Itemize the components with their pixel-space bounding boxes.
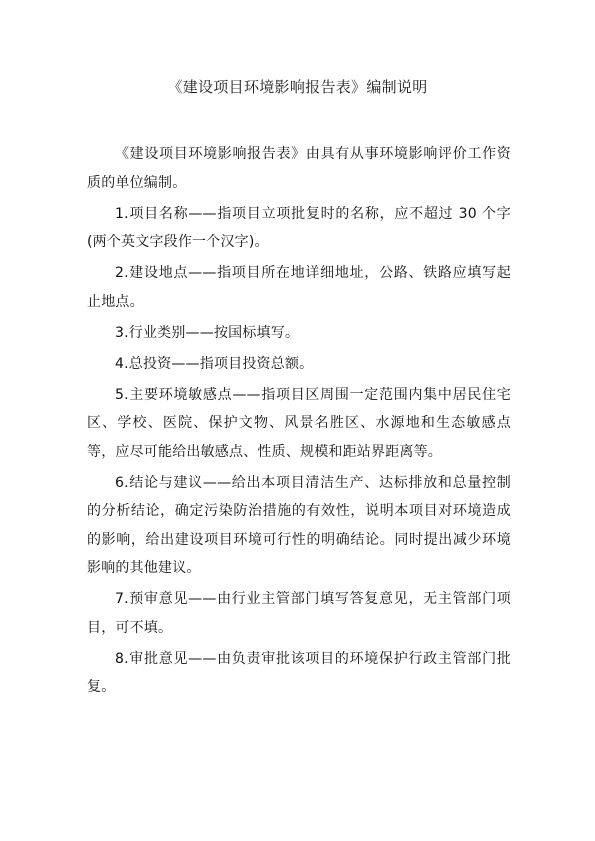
intro-paragraph: 《建设项目环境影响报告表》由具有从事环境影响评价工作资质的单位编制。 [87,146,511,191]
document-body [87,140,511,704]
item-approval-opinion: 8.审批意见——由负责审批该项目的环境保护行政主管部门批复。 [87,650,511,695]
item-total-investment: 4.总投资——指项目投资总额。 [115,355,314,372]
document-title: 《建设项目环境影响报告表》编制说明 [167,78,428,96]
item-construction-site: 2.建设地点——指项目所在地详细地址，公路、铁路应填写起止地点。 [87,265,511,310]
item-project-name: 1.项目名称——指项目立项批复时的名称，应不超过 30 个字(两个英文字段作一个汉字)。 [87,205,511,250]
item-sensitive-points: 5.主要环境敏感点——指项目区周围一定范围内集中居民住宅区、学校、医院、保护文物、风景名胜区、水源地和生态敏感点等，应尽可能给出敏感点、性质、规模和距站界距离等。 [87,386,511,460]
item-preliminary-review: 7.预审意见——由行业主管部门填写答复意见，无主管部门项目，可不填。 [87,591,511,636]
item-conclusions: 6.结论与建议——给出本项目清洁生产、达标排放和总量控制的分析结论，确定污染防治措施的有效性，说明本项目对环境造成的影响，给出建设项目环境可行性的明确结论。同时提出减少环境影响的其他建议。 [87,474,511,576]
item-industry-category: 3.行业类别——按国标填写。 [115,324,300,341]
